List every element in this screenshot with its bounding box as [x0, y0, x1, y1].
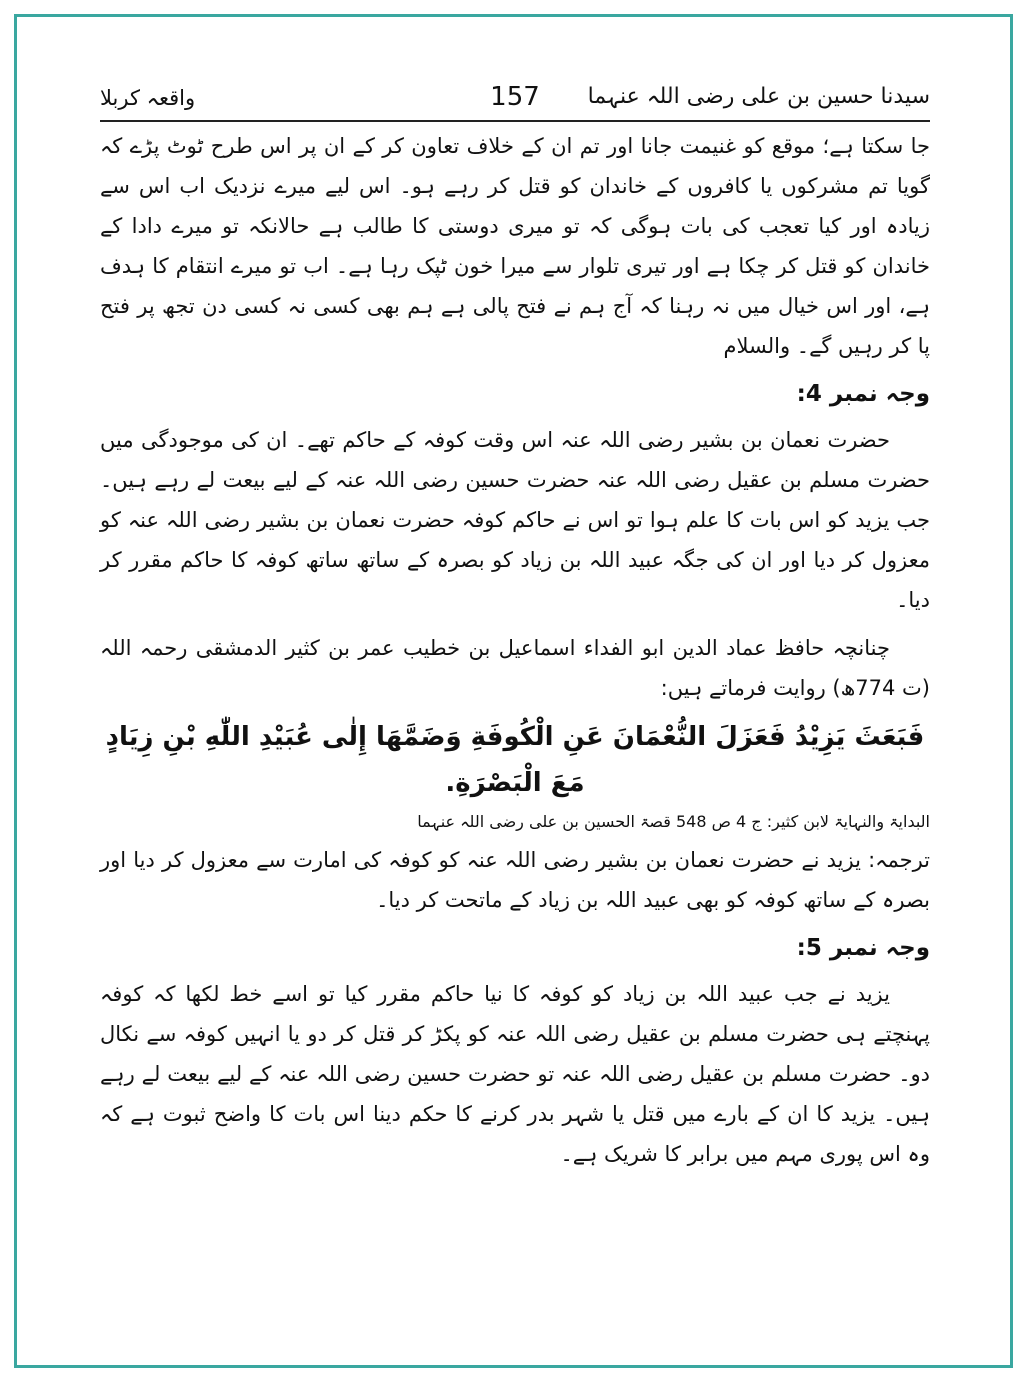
book-title: سیدنا حسین بن علی رضی اللہ عنہما [587, 84, 930, 109]
chapter-title: واقعہ کربلا [100, 86, 196, 110]
heading-reason-4: وجہ نمبر 4: [796, 381, 930, 407]
page [100, 80, 930, 1310]
paragraph-reason-5: یزید نے جب عبید اللہ بن زیاد کو کوفہ کا نیا حاکم مقرر کیا تو اسے خط لکھا کہ کوفہ پہنچتے ہی حضرت مسلم بن عقیل رضی اللہ عنہ کو پکڑ کر قتل کر دو یا انہیں کوفہ سے نکال دو۔ حضرت مسلم بن عقیل رضی اللہ عنہ تو حضرت حسین رضی اللہ عنہ کے لیے بیعت لے رہے ہیں۔ یزید کا ان کے بارے میں قتل یا شہر بدر کرنے کا حکم دینا اس بات کا واضح ثبوت ہے کہ وہ اس پوری مہم میں برابر کا شریک ہے۔ [100, 982, 930, 1166]
arabic-quote: فَبَعَثَ يَزِيْدُ فَعَزَلَ النُّعْمَانَ عَنِ الْكُوفَةِ وَضَمَّهَا إِلٰى عُبَيْدِ اللّٰهِ بْنِ زِيَادٍ مَعَ الْبَصْرَةِ. [105, 722, 925, 798]
page-number: 157 [490, 82, 540, 112]
heading-reason-5: وجہ نمبر 5: [796, 935, 930, 961]
source-reference: البدایۃ والنہایۃ لابن کثیر: ج 4 ص 548 قصۃ الحسین بن علی رضی اللہ عنہما [417, 812, 930, 831]
paragraph-letter-end: جا سکتا ہے؛ موقع کو غنیمت جانا اور تم ان کے خلاف تعاون کر کے ان پر اس طرح ٹوٹ پڑے کہ گویا تم مشرکوں یا کافروں کے خاندان کو قتل کر رہے ہو۔ اس لیے میرے نزدیک اب اس سے زیادہ اور کیا تعجب کی بات ہوگی کہ تو میری دوستی کا طالب ہے حالانکہ تو میرے دادا کے خاندان کو قتل کر چکا ہے اور تیری تلوار سے میرا خون ٹپک رہا ہے۔ اب تو میرے انتقام کا ہدف ہے، اور اس خیال میں نہ رہنا کہ آج ہم نے فتح پالی ہے ہم بھی کسی نہ کسی دن تجھ پر فتح پا کر رہیں گے۔ والسلام [100, 134, 930, 358]
paragraph-citation-intro: چنانچہ حافظ عماد الدین ابو الفداء اسماعیل بن خطیب عمر بن کثیر الدمشقی رحمہ اللہ (ت 774ھ) روایت فرماتے ہیں: [100, 636, 930, 700]
translation: ترجمہ: یزید نے حضرت نعمان بن بشیر رضی اللہ عنہ کو کوفہ کی امارت سے معزول کر دیا اور بصرہ کے ساتھ کوفہ کو بھی عبید اللہ بن زیاد کے ماتحت کر دیا۔ [100, 848, 930, 912]
running-header [100, 80, 930, 122]
paragraph-reason-4: حضرت نعمان بن بشیر رضی اللہ عنہ اس وقت کوفہ کے حاکم تھے۔ ان کی موجودگی میں حضرت مسلم بن عقیل رضی اللہ عنہ حضرت حسین رضی اللہ عنہ کے لیے بیعت لے رہے ہیں۔ جب یزید کو اس بات کا علم ہوا تو اس نے حاکم کوفہ حضرت نعمان بن بشیر رضی اللہ عنہ کو معزول کر دیا اور ان کی جگہ عبید اللہ بن زیاد کو بصرہ کے ساتھ ساتھ کوفہ کا حاکم مقرر کر دیا۔ [100, 428, 930, 612]
